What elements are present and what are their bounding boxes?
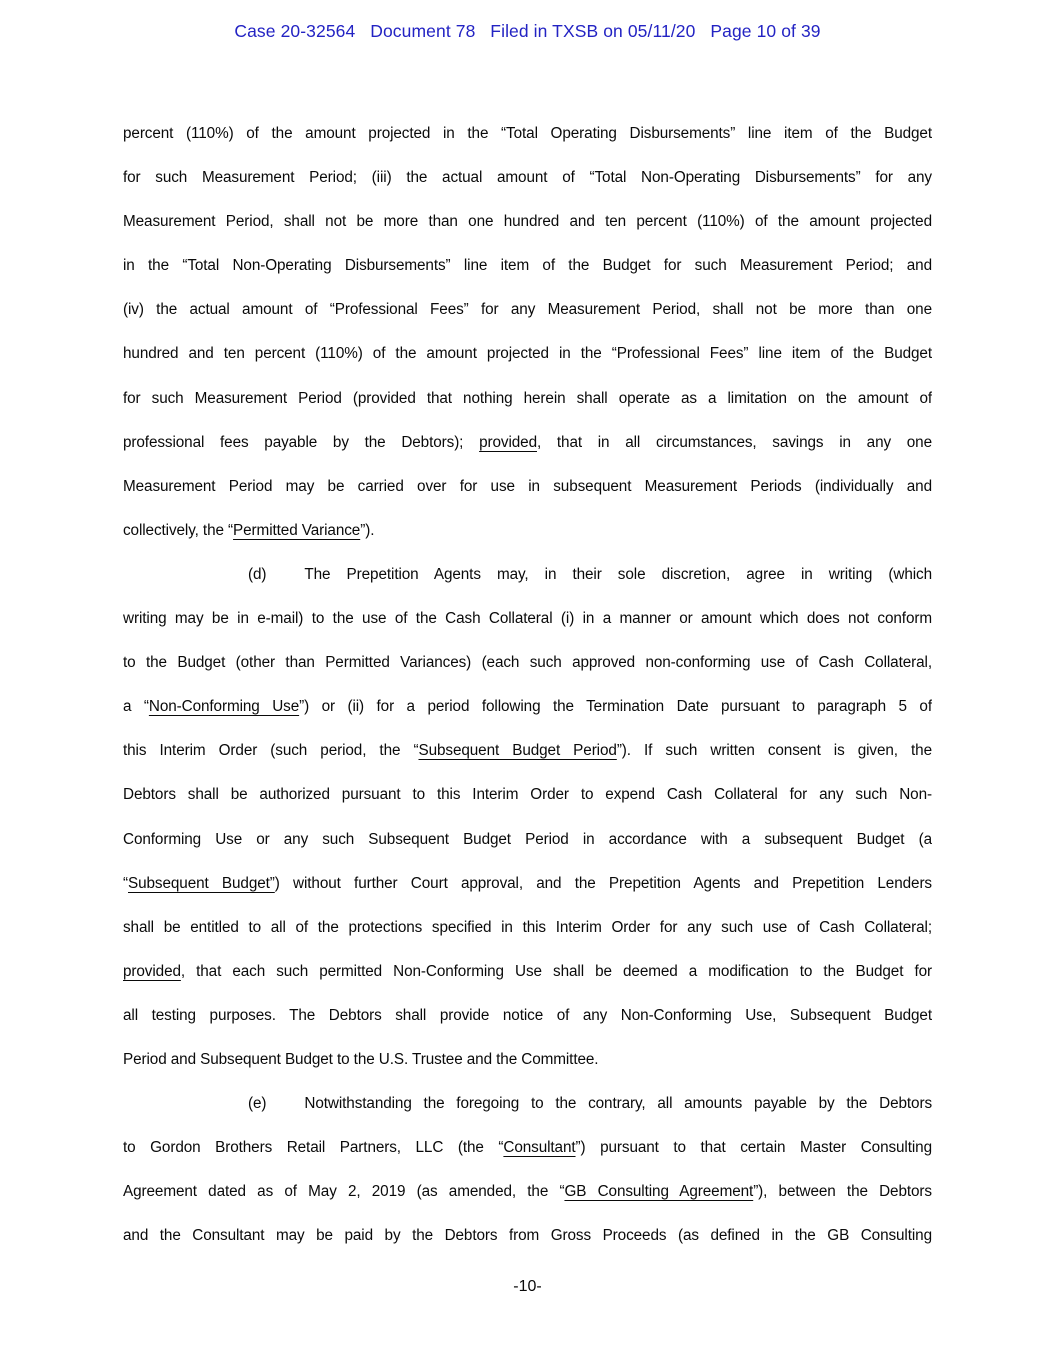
document-body (123, 112, 932, 1258)
paragraph-label: (d) (248, 565, 267, 583)
text-segment: this Interim Order (such period, the “ (123, 742, 419, 760)
text-line (123, 950, 932, 994)
defined-term: Permitted Variance (233, 521, 361, 539)
paragraph-label: (e) (248, 1095, 267, 1113)
defined-term: provided (479, 433, 537, 451)
text-line (123, 200, 932, 244)
text-segment: percent (110%) of the amount projected in the “Total Operating Disbursements” line item of the Budget (123, 125, 932, 142)
text-segment: writing may be in e-mail) to the use of the Cash Collateral (i) in a manner or amount which does not conform (123, 610, 932, 628)
text-segment: hundred and ten percent (110%) of the amount projected in the “Professional Fees” line item of the Budget (123, 345, 932, 363)
text-segment: for such Measurement Period; (iii) the actual amount of “Total Non-Operating Disbursements” for any (123, 169, 932, 187)
text-line (123, 906, 932, 950)
defined-term: Non-Conforming Use (148, 698, 300, 716)
defined-term: Consultant (503, 1139, 576, 1157)
text-segment: , that each such permitted Non-Conforming Use shall be deemed a modification to the Budget for (180, 962, 932, 980)
text-segment: to Gordon Brothers Retail Partners, LLC (the “ (123, 1139, 504, 1157)
text-segment: , that in all circumstances, savings in any one (536, 433, 932, 451)
text-line (123, 509, 932, 553)
text-segment: to the Budget (other than Permitted Variances) (each such approved non-conforming use of Cash Collateral, (123, 654, 932, 672)
text-segment: ) without further Court approval, and the Prepetition Agents and Prepetition Lenders (274, 874, 932, 892)
page-number: -10- (513, 1278, 542, 1295)
text-line (123, 377, 932, 421)
case-caption-header: Case 20-32564 Document 78 Filed in TXSB on 05/11/20 Page 10 of 39 (234, 21, 821, 41)
text-line (123, 332, 932, 376)
text-segment: Notwithstanding the foregoing to the contrary, all amounts payable by the Debtors (304, 1095, 932, 1113)
text-line (123, 641, 932, 685)
text-segment: ”). If such written consent is given, the (616, 742, 932, 760)
text-line (123, 1126, 932, 1170)
text-line (123, 112, 932, 156)
text-line (123, 1038, 932, 1082)
text-segment: for such Measurement Period (provided that nothing herein shall operate as a limitation on the amount of (123, 389, 932, 407)
text-segment: and the Consultant may be paid by the Debtors from Gross Proceeds (as defined in the GB Consulting (123, 1227, 932, 1245)
text-line (123, 156, 932, 200)
text-segment: collectively, the “ (123, 521, 234, 539)
text-segment: Measurement Period, shall not be more than one hundred and ten percent (110%) of the amount projected (123, 213, 932, 231)
text-segment: (iv) the actual amount of “Professional Fees” for any Measurement Period, shall not be more than one (123, 301, 932, 319)
text-segment: ”) or (ii) for a period following the Termination Date pursuant to paragraph 5 of (299, 698, 932, 716)
text-line (123, 421, 932, 465)
defined-term: provided (123, 962, 181, 980)
text-line (123, 465, 932, 509)
text-segment: Conforming Use or any such Subsequent Budget Period in accordance with a subsequent Budget (a (123, 830, 932, 848)
text-segment: in the “Total Non-Operating Disbursements” line item of the Budget for such Measurement Period; and (123, 257, 932, 275)
text-segment: all testing purposes. The Debtors shall provide notice of any Non-Conforming Use, Subsequent Budget (123, 1006, 932, 1024)
text-line (123, 862, 932, 906)
text-segment: “ (123, 874, 128, 892)
text-line (123, 729, 932, 773)
text-segment: professional fees payable by the Debtors); (123, 433, 480, 451)
text-segment: Measurement Period may be carried over for use in subsequent Measurement Periods (individually and (123, 477, 932, 495)
text-segment: ”). (360, 521, 375, 539)
text-segment: shall be entitled to all of the protections specified in this Interim Order for any such use of Cash Collateral; (123, 918, 932, 936)
text-segment: a “ (123, 698, 149, 716)
text-segment: Period and Subsequent Budget to the U.S. Trustee and the Committee. (123, 1050, 599, 1068)
defined-term: Subsequent Budget” (128, 874, 275, 892)
text-line (123, 553, 932, 597)
text-segment: ”), between the Debtors (753, 1183, 932, 1201)
text-line (123, 994, 932, 1038)
text-segment: The Prepetition Agents may, in their sole discretion, agree in writing (which (304, 565, 932, 583)
text-line (123, 244, 932, 288)
text-line (123, 773, 932, 817)
text-segment: Agreement dated as of May 2, 2019 (as amended, the “ (123, 1183, 565, 1201)
text-line (123, 288, 932, 332)
text-segment: Debtors shall be authorized pursuant to this Interim Order to expend Cash Collateral for any such Non- (123, 786, 932, 804)
text-line (123, 1082, 932, 1126)
text-line (123, 597, 932, 641)
text-line (123, 1170, 932, 1214)
text-segment: ”) pursuant to that certain Master Consulting (575, 1139, 932, 1157)
text-line (123, 685, 932, 729)
text-line (123, 1214, 932, 1258)
text-line (123, 818, 932, 862)
defined-term: GB Consulting Agreement (564, 1183, 754, 1201)
defined-term: Subsequent Budget Period (418, 742, 617, 760)
